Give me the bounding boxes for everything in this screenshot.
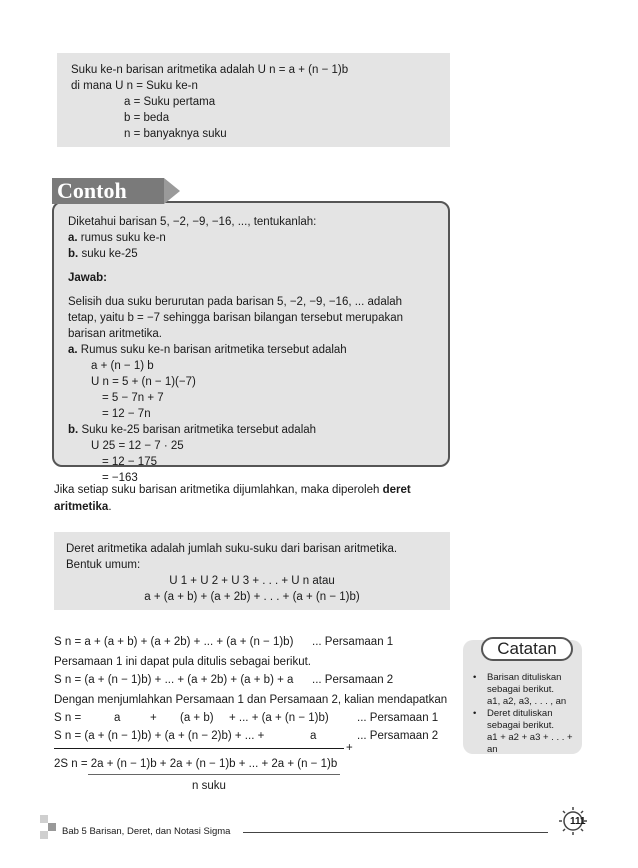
- solution-text: barisan aritmetika.: [68, 328, 162, 340]
- footer-rule: [243, 832, 548, 833]
- equation-part: a: [114, 712, 121, 724]
- note-text: Deret dituliskan sebagai berikut.: [487, 708, 555, 731]
- definition-box: [57, 53, 450, 147]
- sum-rule: [54, 748, 344, 749]
- list-label: a.: [68, 232, 78, 244]
- chapter-footer: Bab 5 Barisan, Deret, dan Notasi Sigma: [62, 826, 231, 837]
- derivation-text: Persamaan 1 ini dapat pula ditulis sebagai berikut.: [54, 656, 311, 668]
- question-b: suku ke-25: [81, 248, 138, 260]
- equation-tag: ... Persamaan 1: [312, 636, 394, 648]
- derivation-text: Dengan menjumlahkan Persamaan 1 dan Persamaan 2, kalian mendapatkan: [54, 694, 448, 706]
- definition-line: a = Suku pertama: [124, 96, 216, 108]
- definition-line: n = banyaknya suku: [124, 128, 227, 140]
- equation-part: S n = (a + (n − 1)b) + (a + (n − 2)b) + ... +: [54, 730, 265, 742]
- deret-formula: a + (a + b) + (a + 2b) + . . . + (a + (n − 1)b): [144, 591, 360, 603]
- equation-tag: ... Persamaan 1: [357, 712, 439, 724]
- list-label: b.: [68, 424, 79, 436]
- deret-definition-box: [54, 532, 450, 610]
- bullet-icon: •: [473, 672, 477, 683]
- n-suku-label: n suku: [192, 780, 226, 792]
- equation: = −163: [102, 472, 138, 484]
- equation: = 5 − 7n + 7: [102, 392, 164, 404]
- decor-square: [48, 823, 56, 831]
- equation: U n = 5 + (n − 1)(−7): [91, 376, 196, 388]
- equation: = 12 − 175: [102, 456, 157, 468]
- question-a: rumus suku ke-n: [80, 232, 166, 244]
- note-formula-text: a1 + a2 + a3 + . . . + an: [487, 732, 573, 755]
- paragraph-bold-term: deret aritmetika: [54, 484, 411, 513]
- equation-tag: ... Persamaan 2: [357, 730, 439, 742]
- equation-tag: ... Persamaan 2: [312, 674, 394, 686]
- example-tab: [52, 178, 182, 204]
- definition-line: di mana U n = Suku ke-n: [71, 80, 198, 92]
- solution-text: Selisih dua suku berurutan pada barisan 5, −2, −9, −16, ... adalah: [68, 296, 403, 308]
- definition-line: b = beda: [124, 112, 170, 124]
- part-a-text: Rumus suku ke-n barisan aritmetika tersebut adalah: [80, 344, 347, 356]
- equation-part: S n =: [54, 712, 82, 724]
- list-label: b.: [68, 248, 79, 260]
- intro-paragraph: [54, 482, 454, 516]
- equation-part: + ... + (a + (n − 1)b): [229, 712, 329, 724]
- paragraph-end: .: [108, 501, 112, 513]
- equation: S n = (a + (n − 1)b) + ... + (a + 2b) + (a + b) + a: [54, 674, 294, 686]
- example-box: [52, 201, 450, 484]
- equation-part: (a + b): [180, 712, 214, 724]
- decor-square: [40, 815, 48, 823]
- brace-line: [88, 774, 340, 775]
- example-question: Diketahui barisan 5, −2, −9, −16, ..., tentukanlah:: [68, 216, 317, 228]
- equation: U 25 = 12 − 7 · 25: [91, 440, 184, 452]
- definition-line: Suku ke-n barisan aritmetika adalah U n = a + (n − 1)b: [71, 64, 349, 76]
- note-title: Catatan: [481, 637, 573, 661]
- equation: a + (n − 1) b: [91, 360, 154, 372]
- note-text: Barisan dituliskan sebagai berikut.: [487, 672, 562, 695]
- equation: = 12 − 7n: [102, 408, 151, 420]
- deret-line: Deret aritmetika adalah jumlah suku-suku dari barisan aritmetika.: [66, 543, 398, 555]
- bullet-icon: •: [473, 708, 477, 719]
- page-number: 111: [570, 816, 586, 827]
- equation-part: +: [150, 712, 157, 724]
- equation: S n = a + (a + b) + (a + 2b) + ... + (a + (n − 1)b): [54, 636, 294, 648]
- paragraph-text: Jika setiap suku barisan aritmetika dijumlahkan, maka diperoleh: [54, 484, 383, 496]
- decor-square: [40, 831, 48, 839]
- answer-heading: Jawab:: [68, 272, 107, 284]
- equation-part: a: [310, 730, 317, 742]
- deret-line: Bentuk umum:: [66, 559, 141, 571]
- sum-equation: 2S n = 2a + (n − 1)b + 2a + (n − 1)b + ... + 2a + (n − 1)b: [54, 758, 338, 770]
- part-b-text: Suku ke-25 barisan aritmetika tersebut adalah: [81, 424, 317, 436]
- plus-sign: +: [346, 742, 353, 754]
- list-label: a.: [68, 344, 78, 356]
- deret-formula: U 1 + U 2 + U 3 + . . . + U n atau: [169, 575, 335, 587]
- tab-arrow-icon: [164, 178, 180, 204]
- example-title: Contoh: [52, 178, 164, 204]
- solution-text: tetap, yaitu b = −7 sehingga barisan bilangan tersebut merupakan: [68, 312, 404, 324]
- note-formula-text: a1, a2, a3, . . . , an: [487, 696, 567, 707]
